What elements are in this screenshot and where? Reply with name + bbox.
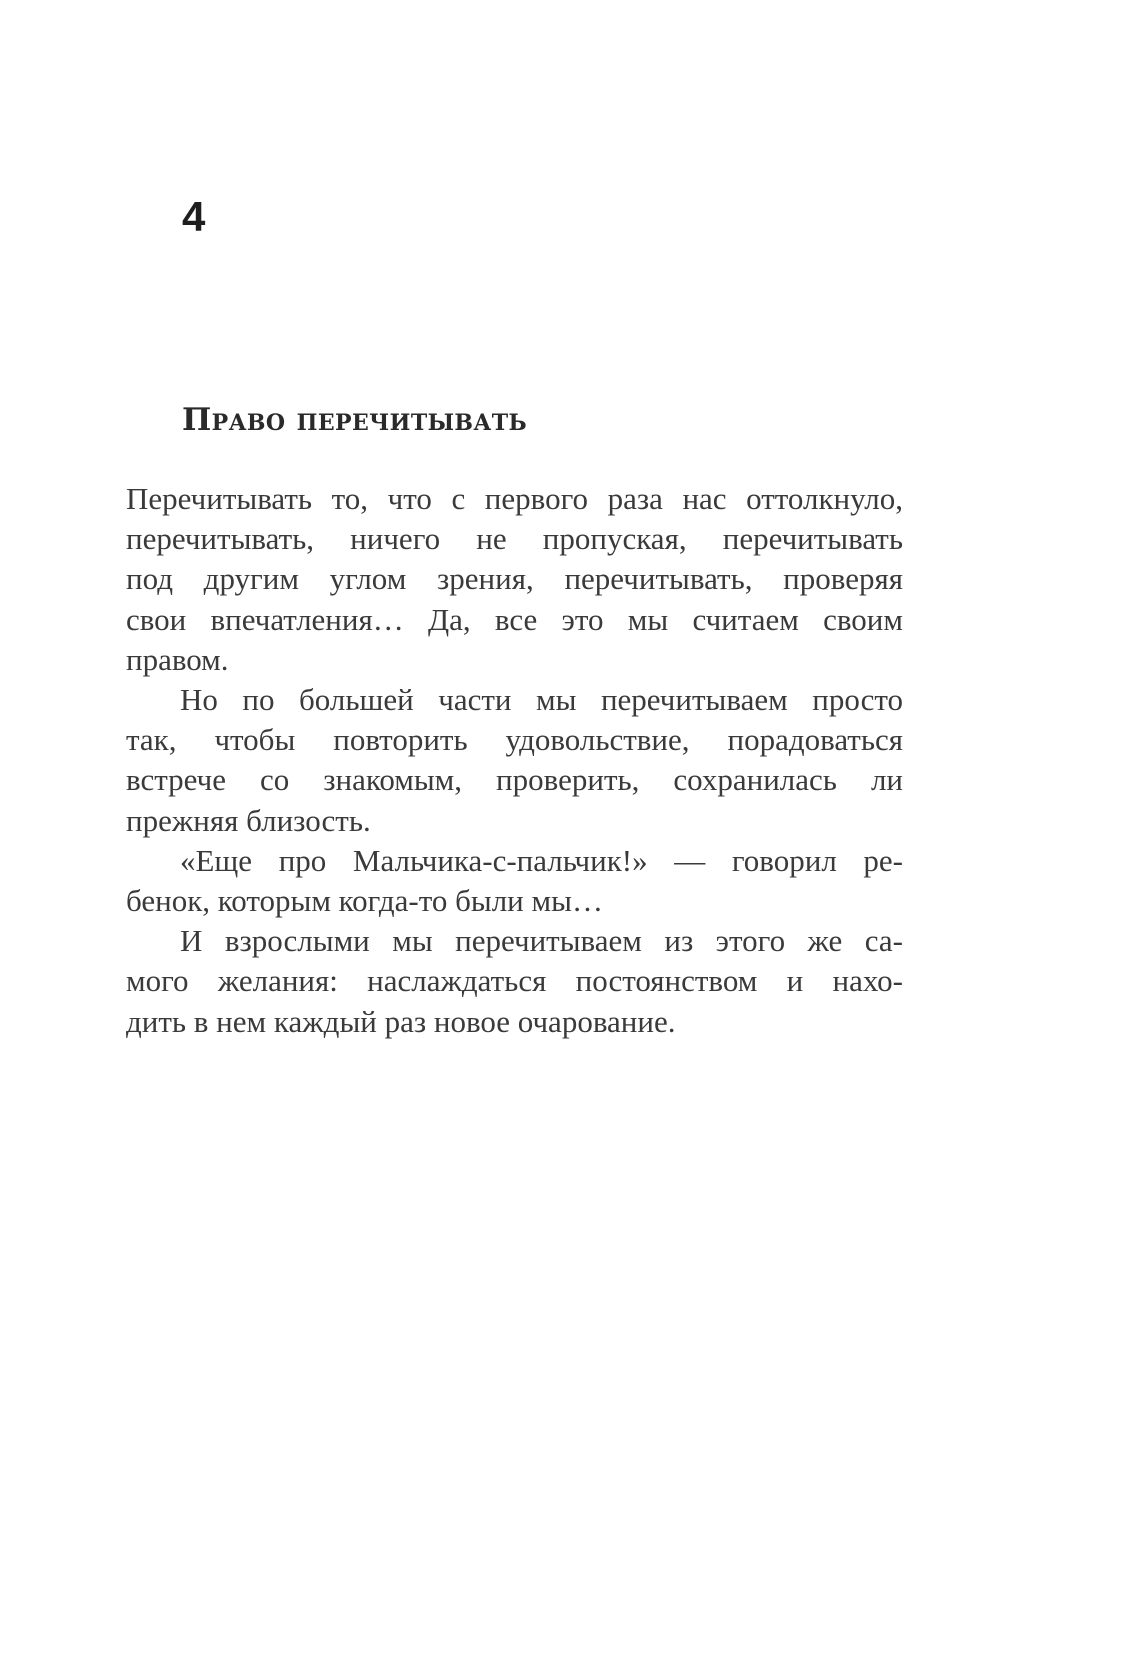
paragraph xyxy=(126,479,903,680)
text-line: перечитывать, ничего не пропуская, перечитывать xyxy=(126,521,903,557)
text-line: под другим углом зрения, перечитывать, проверяя xyxy=(126,561,903,597)
text-line: И взрослыми мы перечитываем из этого же са- xyxy=(180,923,903,959)
text-line: правом. xyxy=(126,641,229,677)
paragraph xyxy=(126,921,903,1042)
text-line: встрече со знакомым, проверить, сохранилась ли xyxy=(126,762,903,798)
text-line: «Еще про Мальчика-с-пальчик!» — говорил ре- xyxy=(180,842,903,878)
text-line: бенок, которым когда-то были мы… xyxy=(126,883,603,919)
chapter-body xyxy=(126,479,903,1042)
text-line: Но по большей части мы перечитываем просто xyxy=(180,682,903,718)
text-line: свои впечатления… Да, все это мы считаем своим xyxy=(126,601,903,637)
paragraph xyxy=(126,841,903,921)
paragraph xyxy=(126,680,903,841)
text-line: Перечитывать то, что с первого раза нас оттолкнуло, xyxy=(126,481,903,516)
text-line: дить в нем каждый раз новое очарование. xyxy=(126,1003,676,1039)
text-line: так, чтобы повторить удовольствие, порадоваться xyxy=(126,722,903,758)
text-line: мого желания: наслаждаться постоянством и нахо- xyxy=(126,963,903,999)
text-line: прежняя близость. xyxy=(126,802,371,838)
chapter-title: Право перечитывать xyxy=(182,402,528,438)
chapter-number: 4 xyxy=(182,193,206,240)
